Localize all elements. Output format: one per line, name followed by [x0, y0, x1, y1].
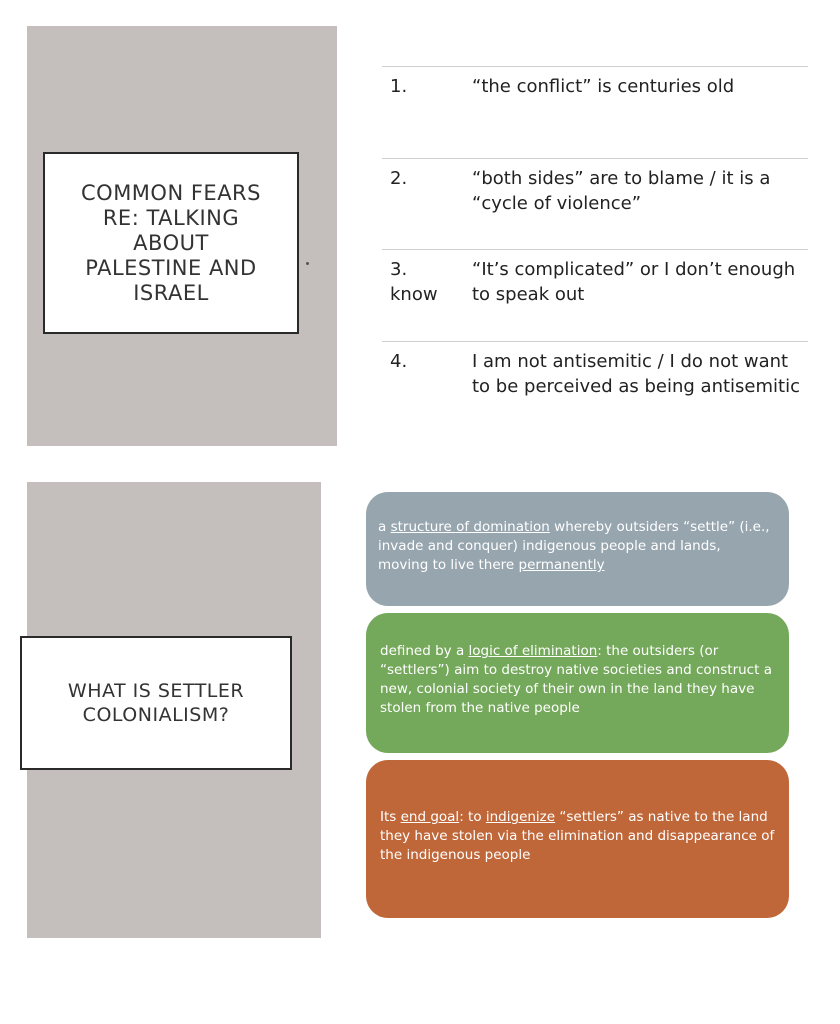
slide1-title-line: PALESTINE AND — [85, 255, 257, 280]
slide1-title-line: RE: TALKING — [102, 205, 240, 230]
card-text: a — [378, 519, 391, 535]
card-text: “settlers” as native to the land they have stolen via the elimination and disappearance of the indigenous people — [380, 809, 775, 863]
row-number: 1. — [390, 76, 408, 97]
card-text: : the outsiders (or “settlers”) aim to destroy native societies and construct a new, colonial society of their own in the land they have stolen from the native people — [380, 643, 772, 716]
definition-card-logic — [366, 613, 789, 753]
stray-dot — [306, 262, 309, 265]
slide2-title-box — [20, 636, 292, 770]
row-divider — [382, 341, 808, 342]
card-text: Its — [380, 809, 401, 825]
row-divider — [382, 66, 808, 67]
definition-card-structure — [366, 492, 789, 606]
row-number: 4. — [390, 351, 408, 372]
row-number: 3. know — [390, 259, 438, 305]
row-divider — [382, 249, 808, 250]
slide2-title-line: WHAT IS SETTLER — [67, 680, 245, 702]
row-divider — [382, 158, 808, 159]
slide1-title-line: ABOUT — [133, 230, 209, 255]
card-underlined-term: structure of domination — [390, 519, 550, 535]
slide1-title-line: COMMON FEARS — [81, 180, 261, 205]
card-text: defined by a — [380, 643, 469, 659]
card-underlined-term: permanently — [518, 557, 605, 573]
row-text: “It’s complicated” or I don’t enough to speak out — [472, 259, 796, 305]
card-underlined-term: indigenize — [485, 809, 556, 825]
card-underlined-term: logic of elimination — [468, 643, 598, 659]
row-text: “both sides” are to blame / it is a “cycle of violence” — [472, 168, 771, 214]
card-text: : to — [459, 809, 486, 825]
slide1-title-line: ISRAEL — [133, 280, 209, 305]
definition-card-end-goal — [366, 760, 789, 918]
row-number: 2. — [390, 168, 408, 189]
slide2-title-line: COLONIALISM? — [82, 704, 230, 726]
card-underlined-term: end goal — [400, 809, 460, 825]
slide1-title-box — [43, 152, 299, 334]
row-text: I am not antisemitic / I do not want to be perceived as being antisemitic — [472, 351, 800, 397]
row-text: “the conflict” is centuries old — [472, 76, 735, 97]
card-text: whereby outsiders “settle” (i.e., invade and conquer) indigenous people and lands, moving to live there — [378, 519, 770, 573]
